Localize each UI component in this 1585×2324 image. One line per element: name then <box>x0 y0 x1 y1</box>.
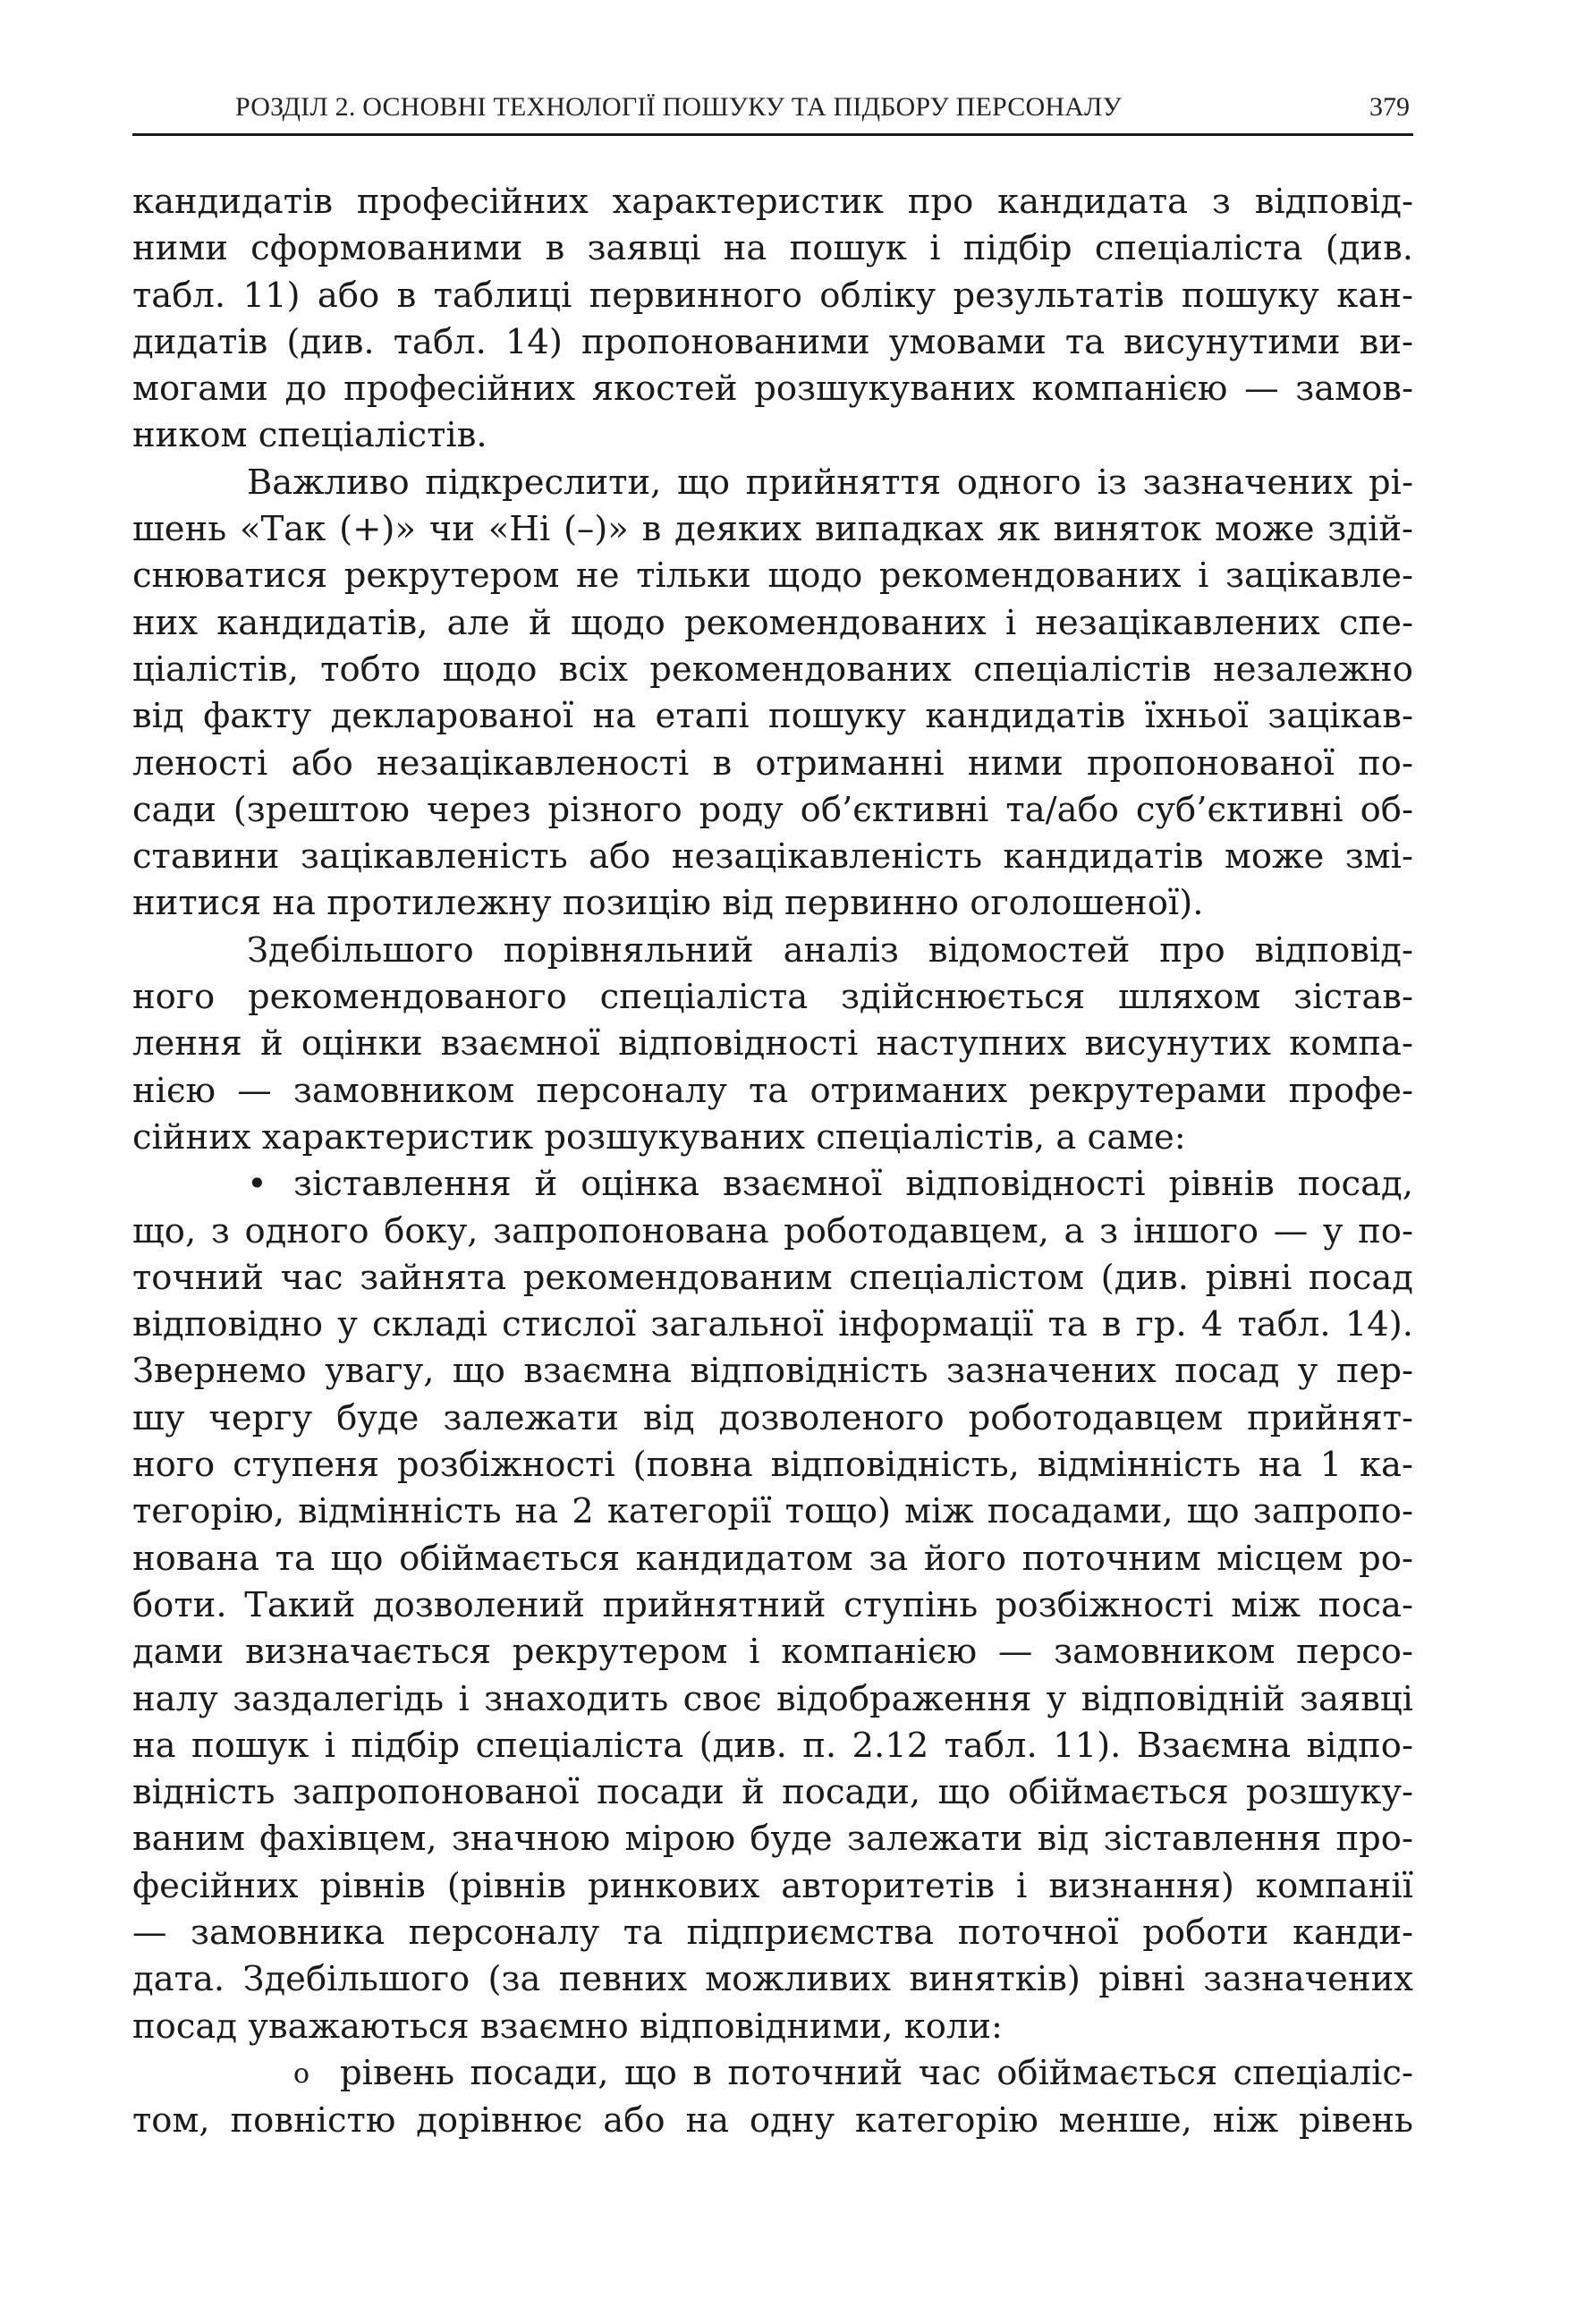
text-line: Здебільшого порівняльний аналіз відомостей про відповід- <box>247 929 1413 971</box>
text-line: Звернемо увагу, що взаємна відповідність зазначених посад у пер- <box>132 1351 1413 1392</box>
text-line: дами визначається рекрутером і компанією — замовником персо- <box>132 1632 1413 1673</box>
text-line: відність запропонованої посади й посади, що обіймається розшуку- <box>132 1772 1413 1813</box>
text-line: відповідно у складі стислої загальної інформації та в гр. 4 табл. 14). <box>132 1304 1413 1345</box>
bullet-item <box>132 1161 1413 1208</box>
circle-marker: o <box>293 2057 310 2090</box>
text-line: ваним фахівцем, значною мірою буде залежати від зіставлення про- <box>132 1819 1413 1860</box>
text-line: посад уважаються взаємно відповідними, коли: <box>132 2006 1003 2047</box>
text-line: лення й оцінки взаємної відповідності наступних висунутих компа- <box>132 1023 1413 1064</box>
text-line: ставини зацікавленість або незацікавленість кандидатів може змі- <box>132 836 1413 878</box>
text-line: табл. 11) або в таблиці первинного обліку результатів пошуку кан- <box>132 275 1413 316</box>
text-line: могами до професійних якостей розшукуваних компанією — замов- <box>132 369 1413 410</box>
text-line: кандидатів професійних характеристик про кандидата з відповід- <box>132 182 1413 222</box>
sub-bullet-item <box>132 2050 1413 2098</box>
text-line: фесійних рівнів (рівнів ринкових авторитетів і визнання) компанії <box>132 1865 1413 1906</box>
text-line: ного рекомендованого спеціаліста здійснюється шляхом зістав- <box>132 977 1413 1018</box>
text-line: ними сформованими в заявці на пошук і підбір спеціаліста (див. <box>132 228 1413 269</box>
text-line: нована та що обіймається кандидатом за його поточним місцем ро- <box>132 1538 1413 1579</box>
text-line: дата. Здебільшого (за певних можливих винятків) рівні зазначених <box>132 1959 1413 2000</box>
text-line: від факту декларованої на етапі пошуку кандидатів їхньої зацікав- <box>132 696 1413 737</box>
text-line: нитися на протилежну позицію від первинно оголошеної). <box>132 883 1204 924</box>
text-line: леності або незацікавленості в отриманні ними пропонованої по- <box>132 742 1413 784</box>
text-line: снюватися рекрутером не тільки щодо рекомендованих і зацікавле- <box>132 556 1413 597</box>
text-line: тегорію, відмінність на 2 категорії тощо) між посадами, що запропо- <box>132 1491 1413 1532</box>
text-line: налу заздалегідь і знаходить своє відображення у відповідній заявці <box>132 1678 1413 1719</box>
text-line: рівень посади, що в поточний час обіймається спеціаліс- <box>340 2052 1413 2093</box>
running-header <box>132 90 1413 136</box>
text-line: них кандидатів, але й щодо рекомендованих і незацікавлених спе- <box>132 602 1413 643</box>
text-line: шу чергу буде залежати від дозволеного роботодавцем прийнят- <box>132 1397 1413 1438</box>
chapter-title: РОЗДІЛ 2. ОСНОВНІ ТЕХНОЛОГІЇ ПОШУКУ ТА ПІДБОРУ ПЕРСОНАЛУ <box>235 92 1123 122</box>
text-line: боти. Такий дозволений прийнятний ступінь розбіжності між поса- <box>132 1584 1413 1625</box>
text-line: ником спеціалістів. <box>132 415 487 456</box>
text-line: шень «Так (+)» чи «Ні (–)» в деяких випадках як виняток може здій- <box>132 509 1413 550</box>
text-line: нією — замовником персоналу та отриманих рекрутерами профе- <box>132 1070 1413 1111</box>
body-text <box>132 179 1413 2144</box>
text-line: ного ступеня розбіжності (повна відповідність, відмінність на 1 ка- <box>132 1445 1413 1486</box>
text-line: том, повністю дорівнює або на одну категорію менше, ніж рівень <box>132 2100 1413 2142</box>
text-line: сійних характеристик розшукуваних спеціалістів, а саме: <box>132 1116 1186 1158</box>
text-line: сади (зрештою через різного роду об’єктивні та/або суб’єктивні об- <box>132 789 1413 830</box>
bullet-marker: • <box>247 1164 267 1205</box>
text-line: ціалістів, тобто щодо всіх рекомендованих спеціалістів незалежно <box>132 649 1413 690</box>
text-line: Важливо підкреслити, що прийняття одного із зазначених рі- <box>247 462 1413 503</box>
text-line: дидатів (див. табл. 14) пропонованими умовами та висунутими ви- <box>132 321 1413 362</box>
page-number: 379 <box>1369 92 1410 122</box>
text-line: точний час зайнята рекомендованим спеціалістом (див. рівні посад <box>132 1257 1413 1298</box>
text-line: що, з одного боку, запропонована роботодавцем, а з іншого — у по- <box>132 1210 1413 1251</box>
text-line: на пошук і підбір спеціаліста (див. п. 2.12 табл. 11). Взаємна відпо- <box>132 1725 1413 1766</box>
text-line: зіставлення й оцінка взаємної відповідності рівнів посад, <box>293 1164 1413 1205</box>
text-line: — замовника персоналу та підприємства поточної роботи канди- <box>132 1912 1413 1953</box>
